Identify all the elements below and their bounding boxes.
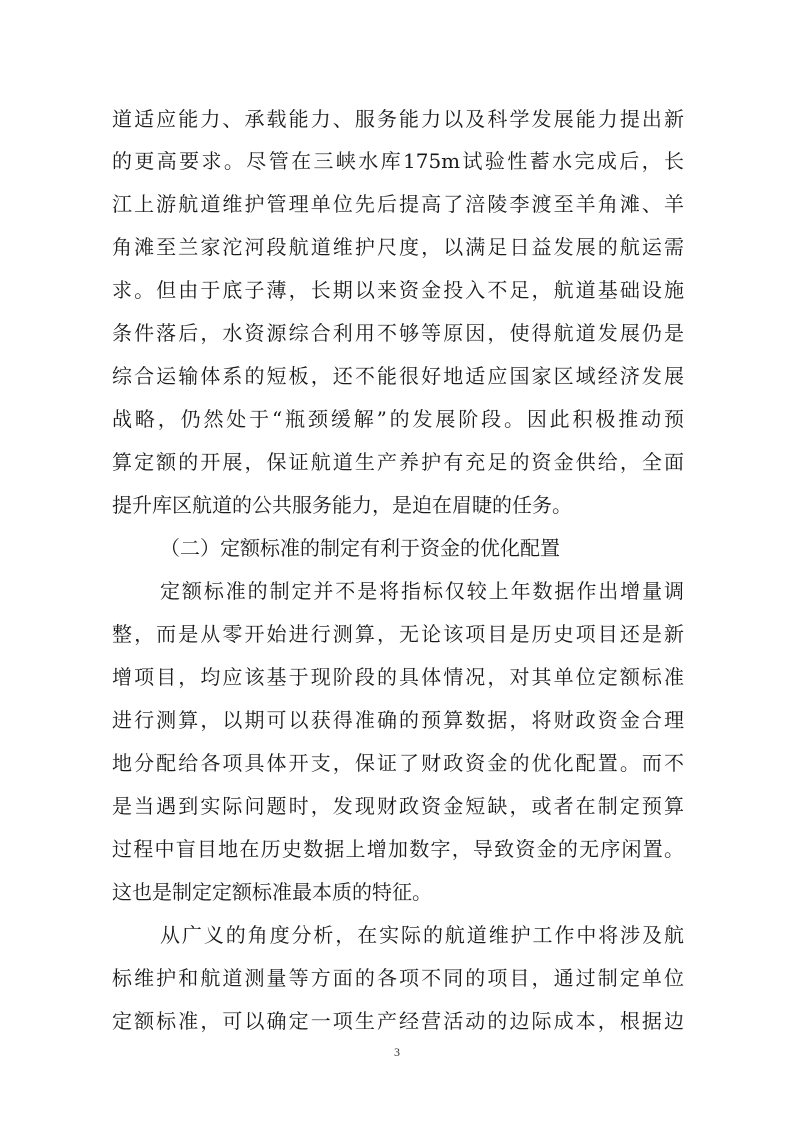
section-heading: （二）定额标准的制定有利于资金的优化配置	[160, 536, 560, 560]
page-number: 3	[394, 1045, 400, 1059]
text-line: 的更高要求。尽管在三峡水库175m试验性蓄水完成后，长	[112, 149, 684, 173]
text-line: 地分配给各项具体开支，保证了财政资金的优化配置。而不	[112, 751, 684, 775]
text-line: 算定额的开展，保证航道生产养护有充足的资金供给，全面	[112, 450, 684, 474]
text-line: 战略，仍然处于“瓶颈缓解”的发展阶段。因此积极推动预	[112, 407, 684, 431]
text-line: 角滩至兰家沱河段航道维护尺度，以满足日益发展的航运需	[112, 235, 684, 259]
text-line: 定额标准，可以确定一项生产经营活动的边际成本，根据边	[112, 1009, 684, 1033]
text-line: 是当遇到实际问题时，发现财政资金短缺，或者在制定预算	[112, 794, 684, 818]
text-line: 从广义的角度分析，在实际的航道维护工作中将涉及航	[160, 923, 684, 947]
text-line: 标维护和航道测量等方面的各项不同的项目，通过制定单位	[112, 966, 684, 990]
text-line: 提升库区航道的公共服务能力，是迫在眉睫的任务。	[112, 493, 572, 517]
text-line: 进行测算，以期可以获得准确的预算数据，将财政资金合理	[112, 708, 684, 732]
text-line: 综合运输体系的短板，还不能很好地适应国家区域经济发展	[112, 364, 684, 388]
text-line: 过程中盲目地在历史数据上增加数字，导致资金的无序闲置。	[112, 837, 684, 861]
text-line: 整，而是从零开始进行测算，无论该项目是历史项目还是新	[112, 622, 684, 646]
text-line: 江上游航道维护管理单位先后提高了涪陵李渡至羊角滩、羊	[112, 192, 684, 216]
text-line: 条件落后，水资源综合利用不够等原因，使得航道发展仍是	[112, 321, 684, 345]
text-line: 这也是制定定额标准最本质的特征。	[112, 880, 432, 904]
text-line: 道适应能力、承载能力、服务能力以及科学发展能力提出新	[112, 107, 684, 131]
text-line: 定额标准的制定并不是将指标仅较上年数据作出增量调	[160, 579, 684, 603]
text-line: 求。但由于底子薄，长期以来资金投入不足，航道基础设施	[112, 278, 684, 302]
text-line: 增项目，均应该基于现阶段的具体情况，对其单位定额标准	[112, 665, 684, 689]
